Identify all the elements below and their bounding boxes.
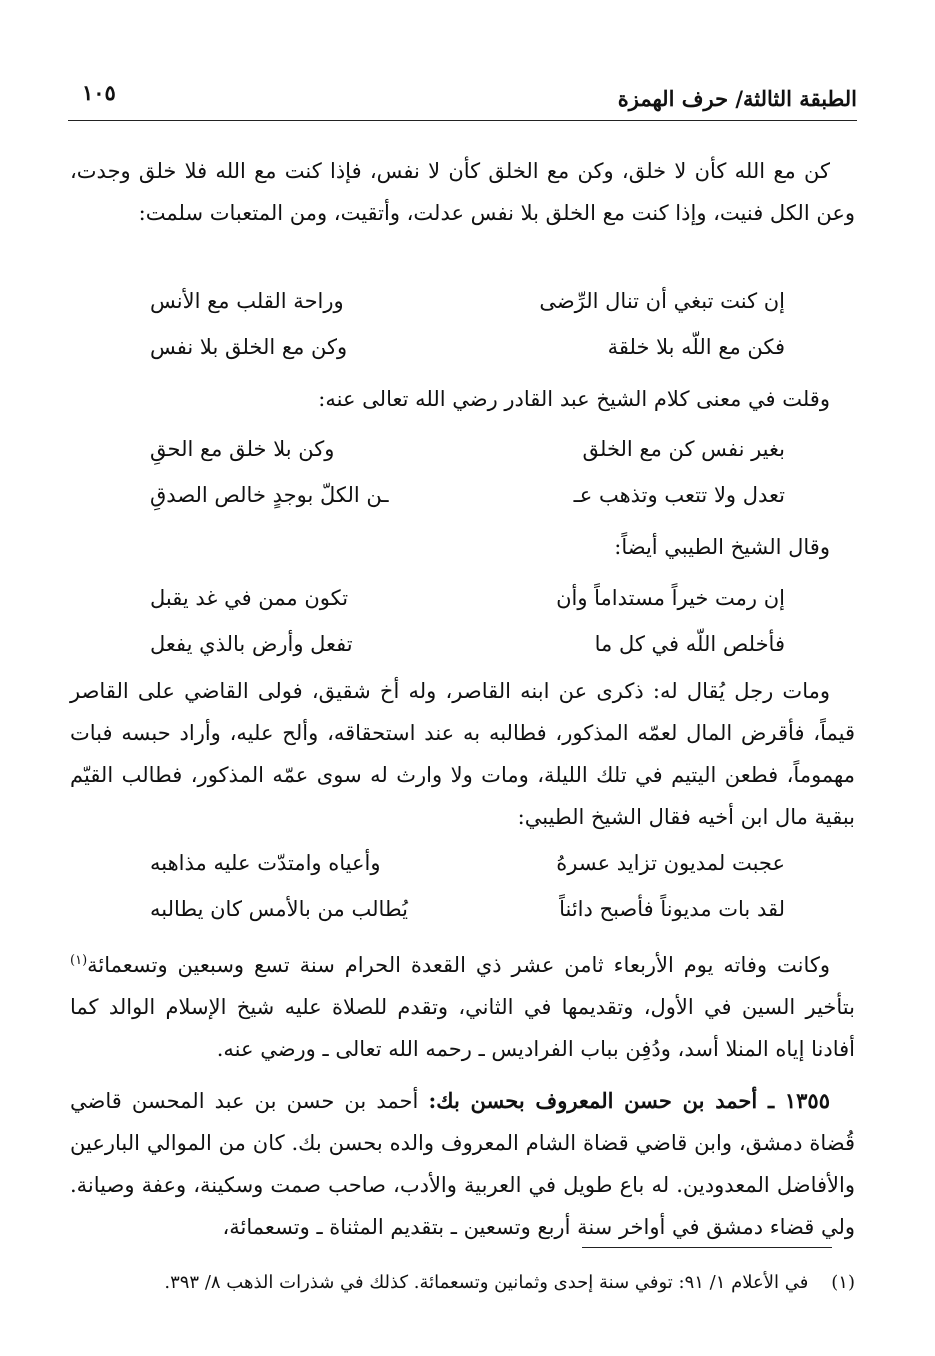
verse-first-hemistich: بغير نفس كن مع الخلق [582, 437, 785, 461]
intro-line [70, 378, 855, 420]
entry-heading: ١٣٥٥ ـ أحمد بن حسن المعروف بحسن بك: [428, 1088, 830, 1113]
poem-1 [150, 278, 785, 370]
verse-second-hemistich: وراحة القلب مع الأنس [150, 289, 344, 313]
verse-second-hemistich: ـن الكلّ بوجدٍ خالص الصدقِ [150, 483, 389, 507]
biography-entry [70, 1080, 855, 1248]
verse [150, 840, 785, 886]
verse [150, 472, 785, 518]
entry-text: أحمد بن حسن بن عبد المحسن قاضي قُضاة دمشق، وابن قاضي قضاة الشام المعروف والده بحسن بك. كان من الموالي البارعين والأفاضل المعدودين. له باع طويل في العربية والأدب، صاحب صمت وسكينة، وعفة وصيانة. ولي قضاء دمشق في أواخر سنة أربع وتسعين ـ بتقديم المثناة ـ وتسعمائة، [70, 1089, 855, 1239]
paragraph: وقال الشيخ الطيبي أيضاً: [614, 535, 830, 559]
poem-3 [150, 575, 785, 667]
verse-first-hemistich: فكن مع اللّه بلا خلقة [607, 335, 785, 359]
verse-first-hemistich: إن كنت تبغي أن تنال الرِّضى [539, 289, 785, 313]
paragraph-text: وكانت وفاته يوم الأربعاء ثامن عشر ذي القعدة الحرام سنة تسع وسبعين وتسعمائة [87, 953, 830, 977]
verse [150, 621, 785, 667]
poem-2 [150, 426, 785, 518]
opening-paragraph [70, 150, 855, 234]
verse [150, 886, 785, 932]
footnote [80, 1268, 855, 1298]
intro-line [70, 526, 855, 568]
story-paragraph [70, 670, 855, 838]
footnote-text: في الأعلام ١/ ٩١: توفي سنة إحدى وثمانين وتسعمائة. كذلك في شذرات الذهب ٨/ ٣٩٣. [164, 1272, 809, 1293]
verse-second-hemistich: وأعياه وامتدّت عليه مذاهبه [150, 851, 381, 875]
running-title: الطبقة الثالثة/ حرف الهمزة [617, 86, 857, 111]
verse [150, 324, 785, 370]
verse-second-hemistich: وكن بلا خلق مع الحقِ [150, 437, 335, 461]
paragraph [70, 1080, 855, 1248]
verse [150, 278, 785, 324]
death-paragraph [70, 940, 855, 1070]
paragraph: كن مع الله كأن لا خلق، وكن مع الخلق كأن لا نفس، فإذا كنت مع الله فلا خلق وجدت، وعن الكل فنيت، وإذا كنت مع الخلق بلا نفس عدلت، وأتقيت، ومن المتعبات سلمت: [70, 159, 855, 225]
verse-first-hemistich: لقد بات مديوناً فأصبح دائناً [559, 897, 785, 921]
verse-first-hemistich: تعدل ولا تتعب وتذهب عـ [573, 483, 785, 507]
poem-4 [150, 840, 785, 932]
verse-first-hemistich: فأخلص اللّه في كل ما [594, 632, 785, 656]
verse-second-hemistich: يُطالب من بالأمس كان يطالبه [150, 897, 408, 921]
paragraph: ومات رجل يُقال له: ذكرى عن ابنه القاصر، وله أخ شقيق، فولى القاضي على القاصر قيماً، فأقرض المال لعمّه المذكور، فطالبه به عند استحقاقه، وألح عليه، وأراد حبسه فبات مهموماً، فطعن اليتيم في تلك الليلة، ومات ولا وارث له سوى عمّه المذكور، فطالب القيّم ببقية مال ابن أخيه فقال الشيخ الطيبي: [70, 679, 855, 829]
verse [150, 575, 785, 621]
footnote-reference: (١) [70, 953, 88, 968]
page-header [68, 72, 857, 116]
verse-second-hemistich: تكون ممن في غد يقبل [150, 586, 349, 610]
verse-first-hemistich: إن رمت خيراً مستداماً وأن [556, 586, 785, 610]
verse-second-hemistich: تفعل وأرض بالذي يفعل [150, 632, 353, 656]
verse [150, 426, 785, 472]
verse-first-hemistich: عجبت لمديون تزايد عسرهُ [556, 851, 785, 875]
paragraph-text: بتأخير السين في الأول، وتقديمها في الثاني، وتقدم للصلاة عليه شيخ الإسلام الوالد كما أفادنا إياه المنلا أسد، ودُفِن بباب الفراديس ـ رحمه الله تعالى ـ ورضي عنه. [70, 995, 855, 1061]
header-rule [68, 120, 857, 121]
footnote-marker: (١) [831, 1272, 855, 1293]
paragraph: وقلت في معنى كلام الشيخ عبد القادر رضي الله تعالى عنه: [318, 387, 830, 411]
footnote-rule [582, 1247, 832, 1248]
verse-second-hemistich: وكن مع الخلق بلا نفس [150, 335, 348, 359]
page-number: ١٠٥ [82, 80, 116, 105]
paragraph [70, 940, 855, 1070]
